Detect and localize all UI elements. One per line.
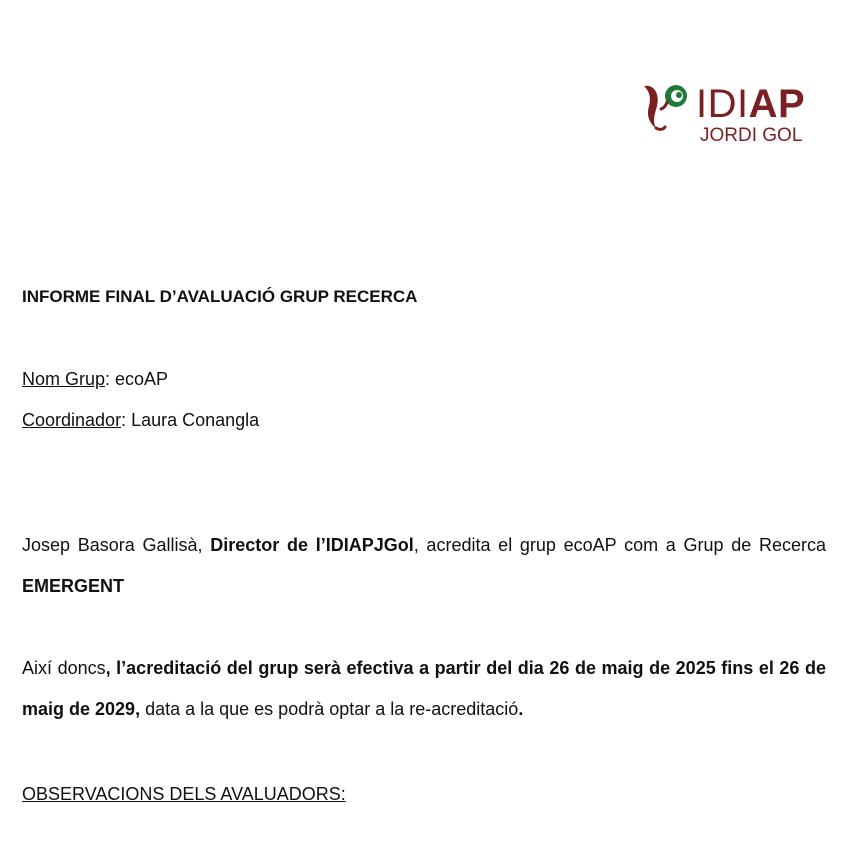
logo-wordmark-bold: AP — [748, 82, 806, 126]
logo-wordmark-light: IDI — [696, 82, 749, 126]
observations-heading: OBSERVACIONS DELS AVALUADORS: — [22, 784, 346, 804]
validity-period: , l’acreditació del grup serà efectiva a partir del dia 26 de maig de 2025 fins el 26 de maig de 2029, — [22, 658, 826, 719]
idiap-logo-icon — [640, 80, 696, 136]
validity-paragraph — [22, 648, 826, 730]
validity-period-end: . — [518, 699, 524, 719]
coordinator-label: Coordinador — [22, 410, 122, 430]
validity-text-2: data a la que es podrà optar a la re-acreditació — [140, 699, 519, 719]
coordinator-value: : Laura Conangla — [121, 410, 260, 430]
validity-text-1: Així doncs — [22, 658, 106, 678]
accreditation-text-1: Josep Basora Gallisà, — [22, 535, 211, 555]
group-name-field — [22, 367, 168, 391]
accreditation-text-2: , acredita el grup ecoAP com a Grup de Recerca — [413, 535, 827, 555]
group-name-label: Nom Grup — [22, 369, 106, 389]
group-category: EMERGENT — [22, 576, 125, 596]
accreditation-paragraph — [22, 525, 826, 607]
logo-wordmark — [696, 82, 805, 126]
document-title: INFORME FINAL D’AVALUACIÓ GRUP RECERCA — [22, 287, 418, 306]
logo-subtitle: JORDI GOL — [700, 125, 803, 146]
director-title: Director de l’IDIAPJGol — [210, 535, 414, 555]
idiap-logo — [640, 80, 830, 152]
coordinator-field — [22, 408, 259, 432]
group-name-value: : ecoAP — [105, 369, 169, 389]
